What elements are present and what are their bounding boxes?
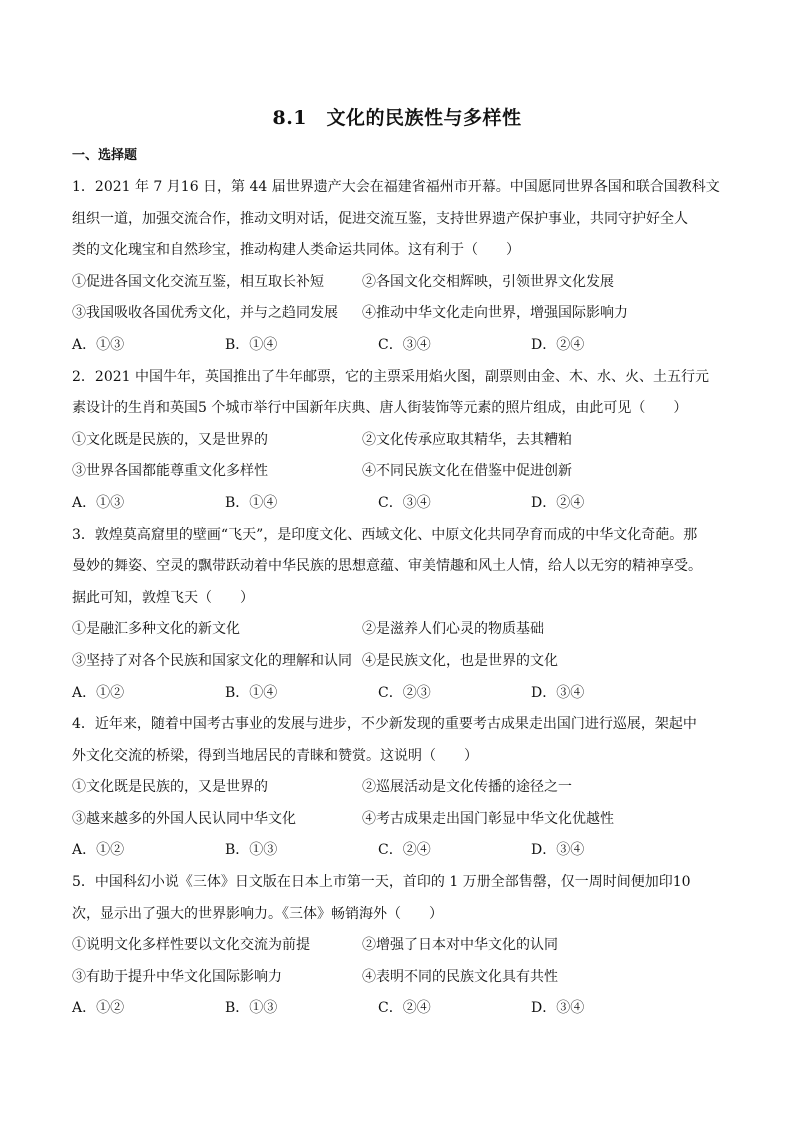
answer-choice: A．①③ <box>72 494 125 511</box>
statement-item: ②增强了日本对中华文化的认同 <box>362 937 558 954</box>
statement-item: ④表明不同的民族文化具有共性 <box>362 968 558 985</box>
question-stem-line: 类的文化瑰宝和自然珍宝，推动构建人类命运共同体。这有利于（ ） <box>72 242 520 259</box>
statement-item: ④是民族文化，也是世界的文化 <box>362 652 558 669</box>
statement-row <box>72 772 732 804</box>
question-stem-line: 据此可知，敦煌飞天（ ） <box>72 589 254 606</box>
question-stem-line: 3．敦煌莫高窟里的壁画“飞天”，是印度文化、西域文化、中原文化共同孕育而成的中华文化奇葩。那 <box>72 526 698 543</box>
question-3 <box>72 520 732 710</box>
statement-row <box>72 614 732 646</box>
answer-choice: B．①④ <box>225 494 278 511</box>
answer-choice: C．③④ <box>378 494 431 511</box>
statement-item: ④推动中华文化走向世界，增强国际影响力 <box>362 305 628 322</box>
answer-choice: C．③④ <box>378 336 431 353</box>
statement-row <box>72 267 732 299</box>
statement-item: ②各国文化交相辉映，引领世界文化发展 <box>362 273 614 290</box>
answer-choice: A．①② <box>72 842 125 859</box>
answer-choice: D．③④ <box>531 684 585 701</box>
statement-row <box>72 804 732 836</box>
answer-choice: B．①④ <box>225 684 278 701</box>
statement-item: ③我国吸收各国优秀文化，并与之趋同发展 <box>72 305 338 322</box>
answer-choice: C．②④ <box>378 1000 431 1017</box>
statement-item: ①是融汇多种文化的新文化 <box>72 621 240 638</box>
answer-choice: D．②④ <box>531 494 585 511</box>
answer-choice: B．①③ <box>225 1000 278 1017</box>
question-stem-line: 组织一道，加强交流合作，推动文明对话，促进交流互鉴，支持世界遗产保护事业，共同守护好全人 <box>72 210 688 227</box>
answer-choices <box>72 993 732 1025</box>
question-list <box>72 172 732 1025</box>
question-2 <box>72 362 732 520</box>
answer-choice: C．②③ <box>378 684 431 701</box>
question-stem-line: 次，显示出了强大的世界影响力。《三体》畅销海外（ ） <box>72 905 443 922</box>
statement-row <box>72 298 732 330</box>
statement-item: ①文化既是民族的，又是世界的 <box>72 431 268 448</box>
statement-item: ③有助于提升中华文化国际影响力 <box>72 968 282 985</box>
question-stem-line: 2．2021 中国牛年，英国推出了牛年邮票，它的主票采用焰火图，副票则由金、木、水、火、土五行元 <box>72 368 709 385</box>
question-4 <box>72 709 732 867</box>
section-heading: 一、选择题 <box>72 148 138 163</box>
question-stem-line: 1．2021 年 7 月16 日，第 44 届世界遗产大会在福建省福州市开幕。中国愿同世界各国和联合国教科文 <box>72 179 720 195</box>
statement-item: ③世界各国都能尊重文化多样性 <box>72 463 268 480</box>
question-stem-line: 外文化交流的桥梁，得到当地居民的青睐和赞赏。这说明（ ） <box>72 747 478 764</box>
answer-choices <box>72 488 732 520</box>
answer-choice: A．①③ <box>72 336 125 353</box>
answer-choice: D．③④ <box>531 1000 585 1017</box>
question-stem-line: 素设计的生肖和英国5 个城市举行中国新年庆典、唐人街装饰等元素的照片组成，由此可见（ ） <box>72 400 688 417</box>
answer-choice: C．②④ <box>378 842 431 859</box>
statement-item: ①文化既是民族的，又是世界的 <box>72 779 268 796</box>
statement-item: ④不同民族文化在借鉴中促进创新 <box>362 463 572 480</box>
statement-item: ①说明文化多样性要以文化交流为前提 <box>72 937 310 954</box>
answer-choice: D．③④ <box>531 842 585 859</box>
answer-choice: D．②④ <box>531 336 585 353</box>
answer-choices <box>72 330 732 362</box>
answer-choices <box>72 678 732 710</box>
question-stem-line: 曼妙的舞姿、空灵的飘带跃动着中华民族的思想意蕴、审美情趣和风土人情，给人以无穷的精神享受。 <box>72 558 702 575</box>
statement-item: ④考古成果走出国门彰显中华文化优越性 <box>362 810 614 827</box>
answer-choice: B．①④ <box>225 336 278 353</box>
question-5 <box>72 867 732 1025</box>
statement-row <box>72 962 732 994</box>
question-stem-line: 5．中国科幻小说《三体》日文版在日本上市第一天，首印的 1 万册全部售罄，仅一周时间便加印10 <box>72 874 691 891</box>
statement-item: ②是滋养人们心灵的物质基础 <box>362 621 544 638</box>
question-1 <box>72 172 732 362</box>
statement-item: ①促进各国文化交流互鉴，相互取长补短 <box>72 273 324 290</box>
statement-item: ③越来越多的外国人民认同中华文化 <box>72 810 296 827</box>
statement-item: ②巡展活动是文化传播的途径之一 <box>362 779 572 796</box>
answer-choices <box>72 835 732 867</box>
question-stem-line: 4．近年来，随着中国考古事业的发展与进步，不少新发现的重要考古成果走出国门进行巡展，架起中 <box>72 716 697 733</box>
statement-item: ②文化传承应取其精华，去其糟粕 <box>362 431 572 448</box>
statement-row <box>72 425 732 457</box>
statement-row <box>72 930 732 962</box>
page-title: 8.1 文化的民族性与多样性 <box>272 107 522 129</box>
statement-row <box>72 456 732 488</box>
answer-choice: B．①③ <box>225 842 278 859</box>
answer-choice: A．①② <box>72 684 125 701</box>
statement-row <box>72 646 732 678</box>
answer-choice: A．①② <box>72 1000 125 1017</box>
statement-item: ③坚持了对各个民族和国家文化的理解和认同 <box>72 652 352 669</box>
